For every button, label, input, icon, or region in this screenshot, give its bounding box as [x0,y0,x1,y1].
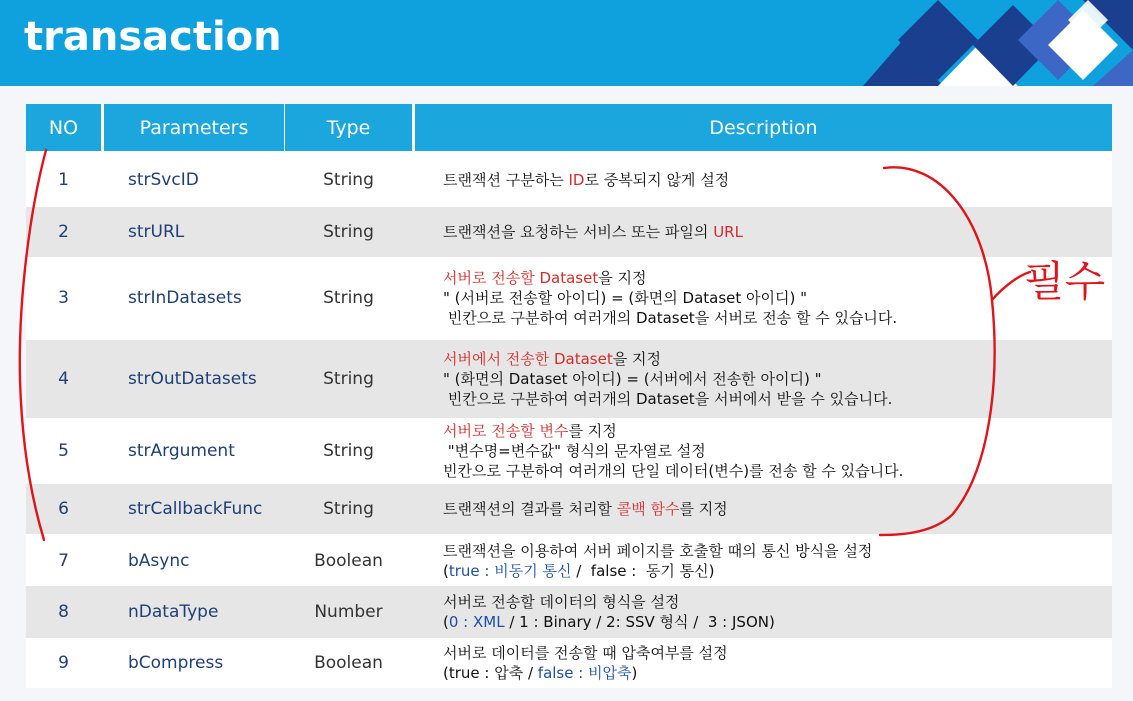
parameter-name: nDataType [128,602,219,622]
parameter-type: Number [314,602,383,622]
description [415,418,1112,484]
description-segment: 빈칸으로 구분하여 여러개의 Dataset을 서버에서 받을 수 있습니다. [443,390,893,408]
description-segment: " (화면의 Dataset 아이디) = (서버에서 전송한 아이디) " [443,370,822,388]
description-segment: ) [631,664,638,682]
table-row [26,257,1112,339]
description-line [443,561,714,581]
description-line [443,541,872,561]
table-row [26,638,1112,688]
table-row [26,536,1112,586]
page-title: transaction [24,14,282,60]
description-segment: 서버로 데이터를 전송할 때 압축여부를 설정 [443,644,728,662]
row-number: 9 [58,653,69,673]
row-number: 7 [58,551,69,571]
header-no: NO [26,104,101,151]
description-segment: 서버로 전송할 Dataset [443,269,599,287]
description-line [443,461,903,481]
header-parameters: Parameters [104,104,284,151]
description [415,638,1112,688]
description-segment: / 1 : Binary / 2: SSV 형식 / 3 : JSON) [504,613,775,631]
row-number: 6 [58,499,69,519]
description-line [443,268,646,288]
table-row [26,207,1112,257]
description-line [443,612,775,632]
description-segment: ( [443,562,449,580]
row-number: 5 [58,441,69,461]
description-segment: (true : 압축 / [443,664,538,682]
description-segment: 을 지정 [612,350,661,368]
table-row [26,340,1112,418]
table-row [26,418,1112,484]
parameter-name: strCallbackFunc [128,499,263,519]
description-line [443,222,743,242]
parameter-name: strArgument [128,441,235,461]
description-segment: 서버로 전송할 변수 [443,422,569,440]
description-line [443,421,617,441]
header-description: Description [415,104,1112,151]
description-line [443,441,706,461]
row-number: 8 [58,602,69,622]
description-line [443,663,637,683]
description-segment: 을 지정 [598,269,647,287]
description-segment: 로 중복되지 않게 설정 [584,171,730,189]
parameter-type: Boolean [314,653,383,673]
parameter-name: bAsync [128,551,190,571]
description-segment: 트랜잭션을 이용하여 서버 페이지를 호출할 때의 통신 방식을 설정 [443,542,873,560]
description-segment: 트랜잭션의 결과를 처리할 [443,500,617,518]
parameter-name: strURL [128,222,185,242]
row-number: 2 [58,222,69,242]
annotation-text: 필수 [1024,257,1106,306]
description-segment: 를 지정 [679,500,728,518]
description-segment: ID [568,171,585,189]
header-type: Type [285,104,412,151]
description-line [443,389,892,409]
table-row [26,153,1112,207]
parameter-name: strSvcID [128,170,199,190]
parameter-name: strOutDatasets [128,369,257,389]
description-line [443,288,807,308]
description [415,340,1112,418]
description [415,586,1112,638]
parameter-type: String [323,441,374,461]
description-segment: ( [443,613,449,631]
description [415,257,1112,339]
description-segment: true : 비동기 통신 [448,562,572,580]
description [415,153,1112,207]
parameter-type: Boolean [314,551,383,571]
description-segment: 빈칸으로 구분하여 여러개의 단일 데이터(변수)를 전송 할 수 있습니다. [443,462,904,480]
description [415,484,1112,534]
description [415,207,1112,257]
description-segment: 빈칸으로 구분하여 여러개의 Dataset을 서버로 전송 할 수 있습니다. [443,309,898,327]
description [415,536,1112,586]
description-segment: 를 지정 [568,422,617,440]
description-segment: URL [713,223,743,241]
table-row [26,586,1112,638]
description-line [443,170,729,190]
description-line [443,592,679,612]
description-line [443,643,728,663]
description-segment: "변수명=변수값" 형식의 문자열로 설정 [443,442,706,460]
decorative-diamond-pattern [843,0,1133,86]
description-line [443,349,661,369]
parameter-type: String [323,499,374,519]
table-row [26,484,1112,534]
parameter-type: String [323,288,374,308]
description-line [443,369,822,389]
parameter-type: String [323,369,374,389]
parameter-name: strInDatasets [128,288,242,308]
parameter-type: String [323,222,374,242]
description-segment: false : 비압축 [537,664,632,682]
description-segment: 트랜잭션 구분하는 [443,171,569,189]
description-segment: 트랜잭션을 요청하는 서비스 또는 파일의 [443,223,714,241]
description-line [443,308,897,328]
row-number: 4 [58,369,69,389]
description-line [443,499,728,519]
row-number: 3 [58,288,69,308]
description-segment: 서버에서 전송한 Dataset [443,350,613,368]
description-segment: 콜백 함수 [616,500,680,518]
description-segment: 서버로 전송할 데이터의 형식을 설정 [443,593,680,611]
parameter-type: String [323,170,374,190]
description-segment: / false : 동기 통신) [571,562,715,580]
description-segment: " (서버로 전송할 아이디) = (화면의 Dataset 아이디) " [443,289,808,307]
parameter-name: bCompress [128,653,224,673]
description-segment: 0 : XML [448,613,505,631]
row-number: 1 [58,170,69,190]
